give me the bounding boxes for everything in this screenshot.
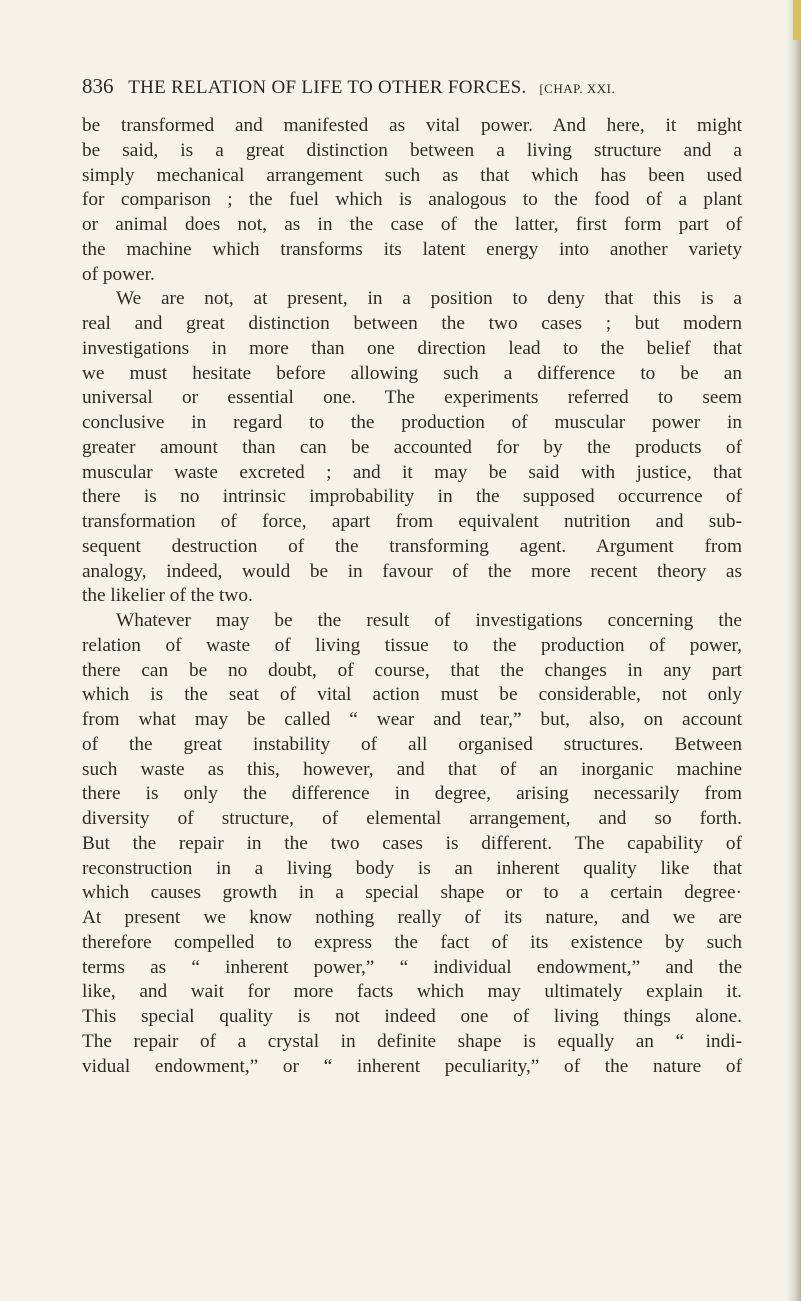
text-line: or animal does not, as in the case of the latter, first form part of [82,214,742,235]
text-line: terms as “ inherent power,” “ individual endowment,” and the [82,956,742,978]
text-line: sequent destruction of the transforming agent. Argument from [82,535,742,557]
text-line: like, and wait for more facts which may ultimately explain it. [82,981,742,1003]
text-line: be said, is a great distinction between a living structure and a [82,139,742,161]
text-line: diversity of structure, of elemental arrangement, and so forth. [82,808,742,829]
text-line: therefore compelled to express the fact of its existence by such [82,931,742,953]
text-line: At present we know nothing really of its nature, and we are [82,907,742,928]
text-line: which is the seat of vital action must be considerable, not only [82,684,742,706]
text-line: such waste as this, however, and that of an inorganic machine [82,758,742,780]
text-line: simply mechanical arrangement such as that which has been used [82,164,742,186]
text-line: investigations in more than one direction lead to the belief that [82,337,742,359]
text-line: conclusive in regard to the production of muscular power in [82,412,742,433]
text-line: the likelier of the two. [82,585,253,607]
text-line: there is no intrinsic improbability in the supposed occurrence of [82,486,742,508]
text-line: universal or essential one. The experiments referred to seem [82,387,742,409]
text-line: of the great instability of all organised structures. Between [82,733,742,755]
text-line: we must hesitate before allowing such a difference to be an [82,362,742,384]
body-text [82,114,742,1079]
text-line: But the repair in the two cases is different. The capability of [82,832,742,854]
text-line: relation of waste of living tissue to the production of power, [82,634,742,656]
text-line: be transformed and manifested as vital power. And here, it might [82,115,742,136]
text-line: which causes growth in a special shape or to a certain degree· [82,882,742,904]
text-line: of power. [82,263,155,285]
text-line: greater amount than can be accounted for by the products of [82,436,742,458]
text-line: there can be no doubt, of course, that the changes in any part [82,659,742,681]
chapter-marker: [CHAP. XXI. [539,81,616,96]
text-line: from what may be called “ wear and tear,” but, also, on account [82,709,742,730]
text-line: real and great distinction between the two cases ; but modern [82,313,742,334]
text-line: The repair of a crystal in definite shape is equally an “ indi- [82,1030,742,1052]
text-line: for comparison ; the fuel which is analogous to the food of a plant [82,189,742,211]
page-edge-shadow [787,0,801,1301]
text-line: analogy, indeed, would be in favour of the more recent theory as [82,560,742,582]
running-head [82,74,742,100]
text-line: This special quality is not indeed one of living things alone. [82,1006,742,1027]
text-line: transformation of force, apart from equivalent nutrition and sub- [82,511,742,532]
running-title: THE RELATION OF LIFE TO OTHER FORCES. [128,77,527,98]
text-line: reconstruction in a living body is an inherent quality like that [82,857,742,879]
text-line: the machine which transforms its latent energy into another variety [82,238,742,260]
text-line: We are not, at present, in a position to deny that this is a [116,288,742,310]
text-line: vidual endowment,” or “ inherent peculiarity,” of the nature of [82,1055,742,1077]
page-edge-stain [793,0,801,40]
page-number: 836 [82,74,114,98]
text-line: muscular waste excreted ; and it may be said with justice, that [82,461,742,483]
text-line: Whatever may be the result of investigations concerning the [116,610,742,631]
text-line: there is only the difference in degree, arising necessarily from [82,783,742,805]
